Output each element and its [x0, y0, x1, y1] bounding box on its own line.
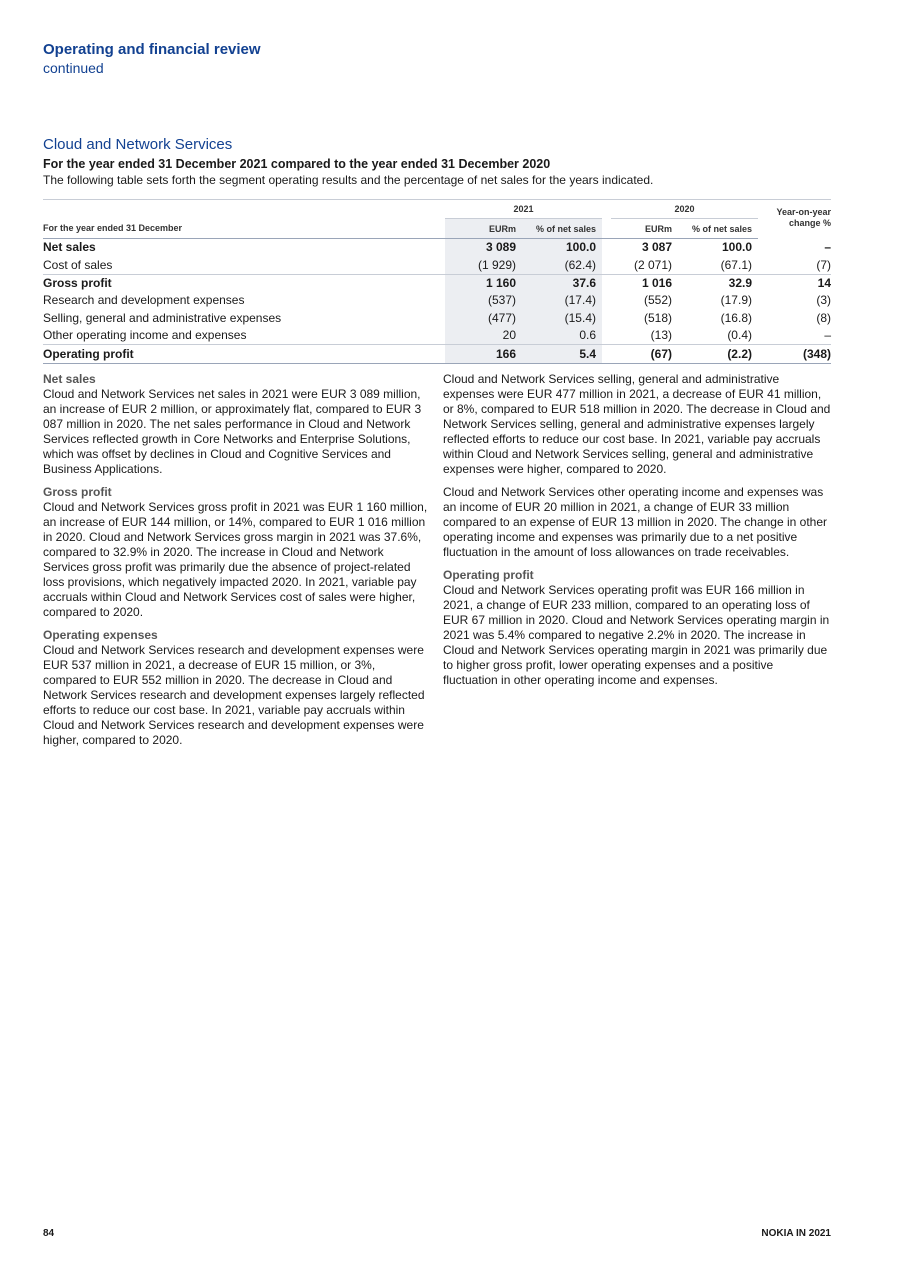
table-row: Cost of sales (1 929) (62.4) (2 071) (67.1) (7)	[43, 256, 831, 274]
operating-profit-heading: Operating profit	[443, 568, 534, 582]
table-row: Other operating income and expenses 20 0.6 (13) (0.4) –	[43, 327, 831, 345]
year-2020-header: 2020	[611, 200, 758, 219]
footer-brand: NOKIA IN 2021	[761, 1228, 831, 1239]
table-row: Selling, general and administrative expenses (477) (15.4) (518) (16.8) (8)	[43, 310, 831, 327]
table-row: Research and development expenses (537) (17.4) (552) (17.9) (3)	[43, 292, 831, 309]
section-heading	[43, 136, 831, 188]
right-column	[443, 372, 831, 696]
operating-profit-paragraph: Cloud and Network Services operating profit was EUR 166 million in 2021, a change of EUR 233 million, compared to an operating loss of EUR 67 million in 2020. Cloud and Network Services operating margin in 2021 was 5.4% compared to negative 2.2% in 2020. The increase in Cloud and Network Services operating margin in 2021 was primarily due to higher gross profit, lower operating expenses and a positive fluctuation in other operating income and expenses.	[443, 583, 830, 687]
gross-profit-heading: Gross profit	[43, 485, 112, 499]
page-number: 84	[43, 1228, 55, 1239]
operating-expenses-heading: Operating expenses	[43, 628, 158, 642]
eurm-2020-header: EURm	[611, 219, 678, 239]
operating-expenses-paragraph: Cloud and Network Services research and development expenses were EUR 537 million in 2021, a decrease of EUR 15 million, or 3%, compared to EUR 552 million in 2020. The decrease in Cloud and Network Services research and development expenses largely reflected efforts to reduce our cost base. In 2021, variable pay accruals within Cloud and Network Services research and development expenses were higher, compared to 2020.	[43, 643, 425, 747]
section-title: Cloud and Network Services	[43, 136, 233, 153]
header-row-years	[43, 200, 831, 219]
left-column	[43, 372, 431, 756]
net-sales-paragraph: Cloud and Network Services net sales in 2021 were EUR 3 089 million, an increase of EUR 2 million, or approximately flat, compared to EUR 3 087 million in 2020. The net sales performance in Cloud and Network Services reflected growth in Core Networks and Enterprise Solutions, which was offset by declines in Cloud and Cognitive Services and Business Applications.	[43, 387, 422, 476]
page-title: Operating and financial review	[43, 41, 261, 58]
net-sales-heading: Net sales	[43, 372, 96, 386]
section-intro: The following table sets forth the segment operating results and the percentage of net sales for the years indicated.	[43, 173, 654, 187]
results-table-wrap	[43, 199, 831, 364]
pct-2020-header: % of net sales	[678, 219, 758, 239]
page-header	[43, 40, 261, 78]
gross-profit-paragraph: Cloud and Network Services gross profit in 2021 was EUR 1 160 million, an increase of EUR 144 million, or 14%, compared to EUR 1 016 million in 2020. Cloud and Network Services gross margin in 2021 was 37.6%, compared to 32.9% in 2020. The increase in Cloud and Network Services gross profit was primarily due the absence of project-related loss provisions, which negatively impacted 2020. In 2021, variable pay accruals within Cloud and Network Services cost of sales were higher, compared to 2020.	[43, 500, 428, 619]
table-row: Net sales 3 089 100.0 3 087 100.0 –	[43, 239, 831, 257]
table-row: Operating profit 166 5.4 (67) (2.2) (348)	[43, 345, 831, 363]
yoy-header: Year-on-year change %	[758, 200, 831, 239]
label-column-header: For the year ended 31 December	[43, 219, 445, 239]
eurm-2021-header: EURm	[445, 219, 522, 239]
table-row: Gross profit 1 160 37.6 1 016 32.9 14	[43, 274, 831, 292]
other-income-paragraph: Cloud and Network Services other operating income and expenses was an income of EUR 20 million in 2021, a change of EUR 33 million compared to an expense of EUR 13 million in 2020. The change in other operating income and expenses was primarily due to a net positive fluctuation in the amount of loss allowances on trade receivables.	[443, 485, 828, 559]
section-subtitle: For the year ended 31 December 2021 compared to the year ended 31 December 2020	[43, 157, 551, 171]
pct-2021-header: % of net sales	[522, 219, 602, 239]
header-row-columns	[43, 219, 831, 239]
year-2021-header: 2021	[445, 200, 602, 219]
sga-paragraph: Cloud and Network Services selling, general and administrative expenses were EUR 477 million in 2021, a decrease of EUR 41 million, or 8%, compared to EUR 518 million in 2020. The decrease in Cloud and Network Services selling, general and administrative expenses largely reflected efforts to reduce our cost base. In 2021, variable pay accruals within Cloud and Network Services selling, general and administrative expenses were higher, compared to 2020.	[443, 372, 831, 476]
page-subtitle: continued	[43, 60, 104, 76]
results-table	[43, 199, 831, 364]
